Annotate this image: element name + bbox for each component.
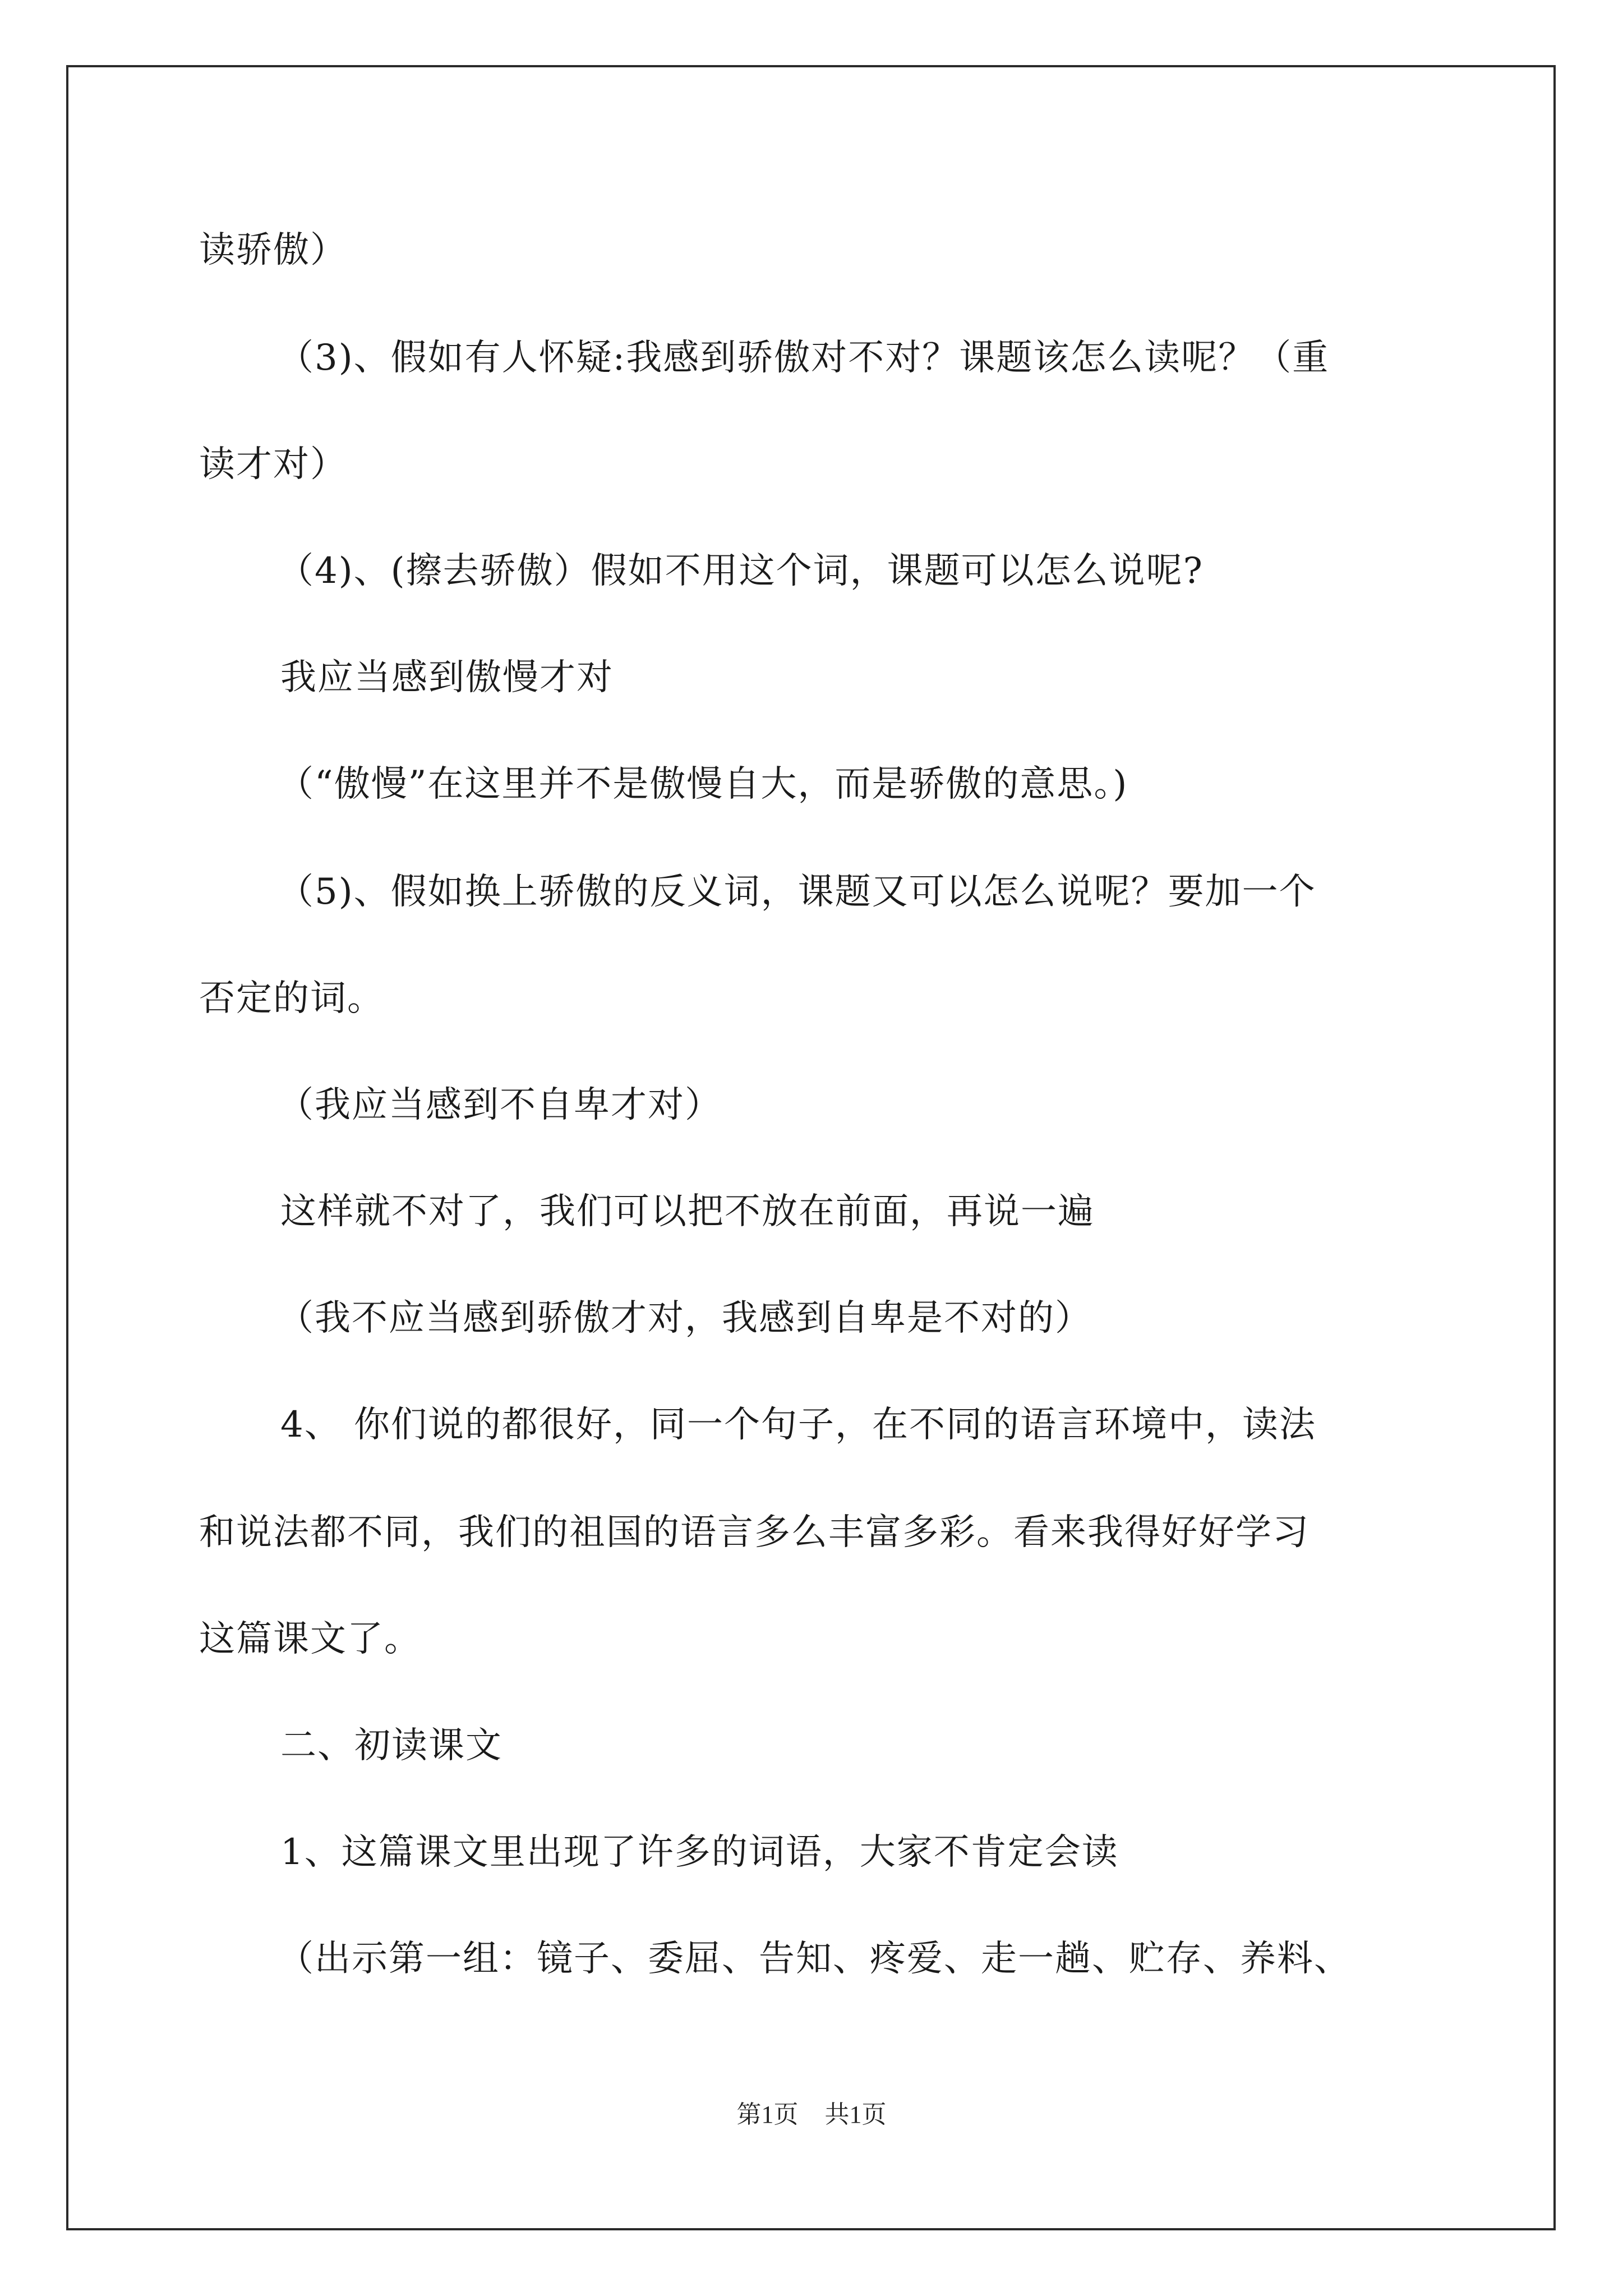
page-border <box>66 65 1556 2230</box>
text-line-5: 我应当感到傲慢才对 <box>280 657 614 698</box>
text-line-6: （“傲慢”在这里并不是傲慢自大，而是骄傲的意思。) <box>278 763 1128 805</box>
page-footer <box>0 2098 1623 2132</box>
text-line-14: 这篇课文了。 <box>199 1618 421 1660</box>
text-line-7: （5)、假如换上骄傲的反义词，课题又可以怎么说呢？要加一个 <box>278 871 1316 913</box>
text-line-11: （我不应当感到骄傲才对，我感到自卑是不对的） <box>278 1297 1092 1339</box>
text-line-8: 否定的词。 <box>199 978 384 1019</box>
text-line-9: （我应当感到不自卑才对） <box>278 1084 722 1126</box>
text-line-10: 这样就不对了，我们可以把不放在前面，再说一遍 <box>280 1191 1095 1232</box>
text-line-16: 1、这篇课文里出现了许多的词语，大家不肯定会读 <box>280 1832 1119 1873</box>
text-line-12: 4、 你们说的都很好，同一个句子，在不同的语言环境中，读法 <box>280 1404 1317 1446</box>
text-line-2: （3)、假如有人怀疑:我感到骄傲对不对？课题该怎么读呢？（重 <box>278 337 1330 379</box>
text-line-17: （出示第一组：镜子、委屈、告知、疼爱、走一趟、贮存、养料、 <box>278 1938 1351 1980</box>
page-total: 共1页 <box>824 2101 887 2128</box>
text-line-4: （4)、(擦去骄傲）假如不用这个词，课题可以怎么说呢? <box>278 550 1204 592</box>
text-line-1: 读骄傲） <box>199 229 347 271</box>
text-line-13: 和说法都不同，我们的祖国的语言多么丰富多彩。看来我得好好学习 <box>199 1512 1310 1553</box>
text-line-3: 读才对） <box>199 444 347 485</box>
page-number: 第1页 <box>736 2101 799 2128</box>
text-line-15: 二、初读课文 <box>280 1725 502 1766</box>
